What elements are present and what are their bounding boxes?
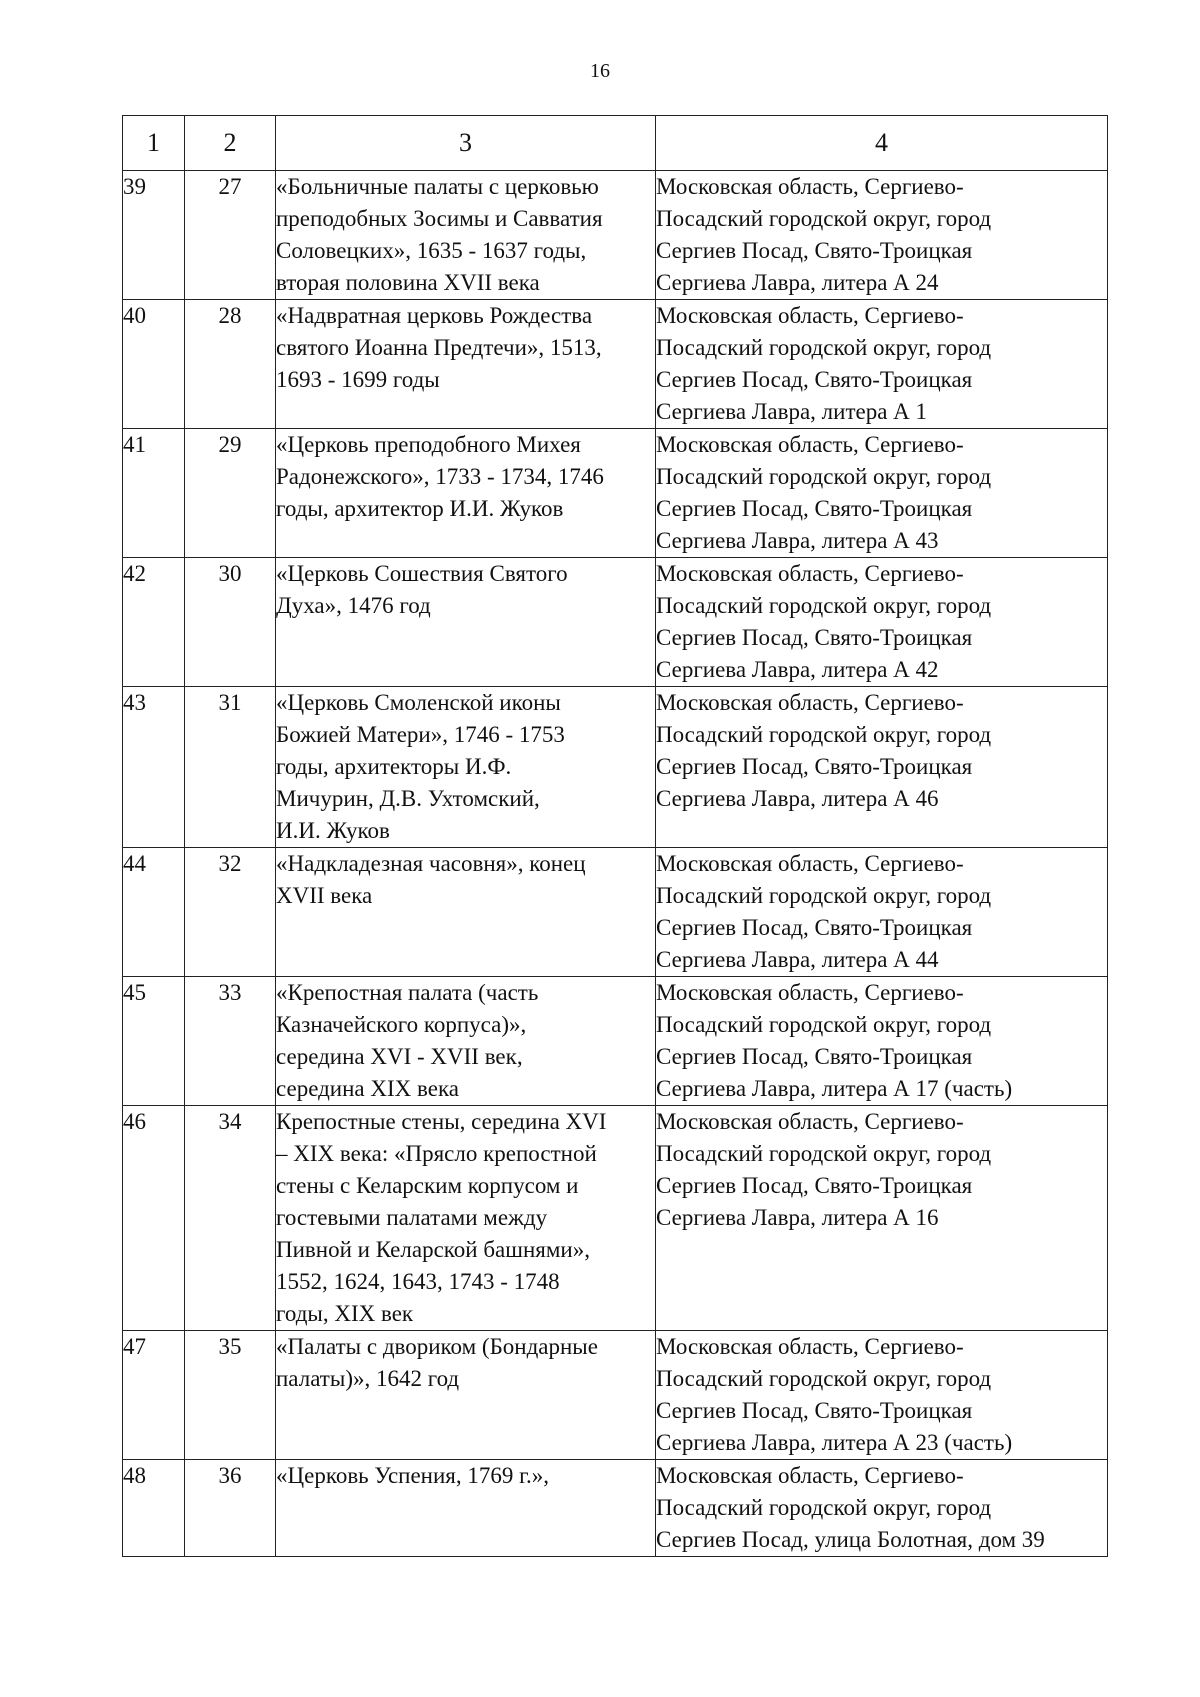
table-body bbox=[123, 171, 1108, 1557]
object-address-line: Посадский городской округ, город bbox=[656, 593, 992, 618]
object-address-line: Сергиева Лавра, литера А 1 bbox=[656, 399, 928, 424]
row-number-cell: 45 bbox=[123, 977, 185, 1106]
object-name-line: «Церковь Смоленской иконы bbox=[276, 690, 561, 715]
object-address-cell bbox=[656, 300, 1108, 429]
object-name-line: Пивной и Келарской башнями», bbox=[276, 1237, 590, 1262]
row-number-cell: 39 bbox=[123, 171, 185, 300]
object-address-cell bbox=[656, 977, 1108, 1106]
object-address-line: Московская область, Сергиево- bbox=[656, 432, 964, 457]
table-row bbox=[123, 300, 1108, 429]
object-name-line: 1693 - 1699 годы bbox=[276, 367, 440, 392]
object-address-line: Московская область, Сергиево- bbox=[656, 851, 964, 876]
object-number-cell: 31 bbox=[185, 687, 276, 848]
object-address-line: Сергиев Посад, Свято-Троицкая bbox=[656, 754, 973, 779]
object-address-cell bbox=[656, 429, 1108, 558]
object-name-line: «Церковь Успения, 1769 г.», bbox=[276, 1463, 549, 1488]
object-address-cell bbox=[656, 687, 1108, 848]
object-number-cell: 30 bbox=[185, 558, 276, 687]
object-address-line: Посадский городской округ, город bbox=[656, 883, 992, 908]
object-number-cell: 35 bbox=[185, 1331, 276, 1460]
object-address-line: Сергиев Посад, Свято-Троицкая bbox=[656, 915, 973, 940]
object-name-line: палаты)», 1642 год bbox=[276, 1366, 460, 1391]
table-header-row bbox=[123, 116, 1108, 171]
object-address-line: Посадский городской округ, город bbox=[656, 1495, 992, 1520]
object-name-line: «Палаты с двориком (Бондарные bbox=[276, 1334, 598, 1359]
object-name-cell bbox=[276, 429, 656, 558]
object-name-line: 1552, 1624, 1643, 1743 - 1748 bbox=[276, 1269, 560, 1294]
object-name-line: годы, архитекторы И.Ф. bbox=[276, 754, 512, 779]
object-address-line: Сергиев Посад, Свято-Троицкая bbox=[656, 1173, 973, 1198]
object-address-line: Московская область, Сергиево- bbox=[656, 174, 964, 199]
object-name-cell bbox=[276, 848, 656, 977]
object-name-line: «Крепостная палата (часть bbox=[276, 980, 539, 1005]
object-name-line: «Церковь Сошествия Святого bbox=[276, 561, 568, 586]
table-row bbox=[123, 171, 1108, 300]
object-name-line: гостевыми палатами между bbox=[276, 1205, 548, 1230]
object-name-cell bbox=[276, 1331, 656, 1460]
object-name-cell bbox=[276, 1106, 656, 1331]
object-number-cell: 34 bbox=[185, 1106, 276, 1331]
table-row bbox=[123, 558, 1108, 687]
object-name-line: И.И. Жуков bbox=[276, 818, 390, 843]
object-address-cell bbox=[656, 171, 1108, 300]
object-address-line: Сергиев Посад, Свято-Троицкая bbox=[656, 238, 973, 263]
object-name-line: вторая половина XVII века bbox=[276, 270, 540, 295]
object-name-line: Божией Матери», 1746 - 1753 bbox=[276, 722, 565, 747]
object-address-line: Сергиев Посад, Свято-Троицкая bbox=[656, 1398, 973, 1423]
object-address-line: Московская область, Сергиево- bbox=[656, 1109, 964, 1134]
object-address-line: Сергиева Лавра, литера А 42 bbox=[656, 657, 939, 682]
row-number-cell: 48 bbox=[123, 1460, 185, 1557]
object-address-line: Сергиева Лавра, литера А 23 (часть) bbox=[656, 1430, 1013, 1455]
object-number-cell: 32 bbox=[185, 848, 276, 977]
object-name-line: «Больничные палаты с церковью bbox=[276, 174, 599, 199]
row-number-cell: 41 bbox=[123, 429, 185, 558]
table-row bbox=[123, 429, 1108, 558]
object-name-line: «Надвратная церковь Рождества bbox=[276, 303, 593, 328]
object-name-line: Духа», 1476 год bbox=[276, 593, 431, 618]
heritage-objects-table bbox=[122, 115, 1108, 1557]
object-address-cell bbox=[656, 558, 1108, 687]
object-name-line: Мичурин, Д.В. Ухтомский, bbox=[276, 786, 540, 811]
row-number-cell: 40 bbox=[123, 300, 185, 429]
object-address-line: Сергиева Лавра, литера А 17 (часть) bbox=[656, 1076, 1013, 1101]
object-address-line: Сергиева Лавра, литера А 43 bbox=[656, 528, 939, 553]
object-address-line: Московская область, Сергиево- bbox=[656, 980, 964, 1005]
object-address-line: Московская область, Сергиево- bbox=[656, 690, 964, 715]
object-address-line: Сергиева Лавра, литера А 46 bbox=[656, 786, 939, 811]
row-number-cell: 44 bbox=[123, 848, 185, 977]
object-address-line: Сергиев Посад, улица Болотная, дом 39 bbox=[656, 1527, 1045, 1552]
object-number-cell: 36 bbox=[185, 1460, 276, 1557]
object-address-line: Сергиев Посад, Свято-Троицкая bbox=[656, 1044, 973, 1069]
object-name-line: годы, XIX век bbox=[276, 1301, 414, 1326]
object-number-cell: 33 bbox=[185, 977, 276, 1106]
table-row bbox=[123, 1460, 1108, 1557]
object-number-cell: 28 bbox=[185, 300, 276, 429]
object-name-line: середина XVI - XVII век, bbox=[276, 1044, 523, 1069]
object-name-cell bbox=[276, 558, 656, 687]
object-address-cell bbox=[656, 1460, 1108, 1557]
object-address-line: Сергиева Лавра, литера А 16 bbox=[656, 1205, 939, 1230]
object-address-line: Посадский городской округ, город bbox=[656, 335, 992, 360]
object-name-line: святого Иоанна Предтечи», 1513, bbox=[276, 335, 602, 360]
row-number-cell: 42 bbox=[123, 558, 185, 687]
table-row bbox=[123, 1331, 1108, 1460]
object-name-line: годы, архитектор И.И. Жуков bbox=[276, 496, 564, 521]
column-header-2: 2 bbox=[185, 116, 276, 171]
object-address-line: Посадский городской округ, город bbox=[656, 206, 992, 231]
object-name-line: середина XIX века bbox=[276, 1076, 459, 1101]
table-row bbox=[123, 977, 1108, 1106]
object-name-cell bbox=[276, 171, 656, 300]
row-number-cell: 47 bbox=[123, 1331, 185, 1460]
column-header-1: 1 bbox=[123, 116, 185, 171]
object-name-cell bbox=[276, 300, 656, 429]
page-number: 16 bbox=[590, 60, 610, 82]
object-address-line: Московская область, Сергиево- bbox=[656, 561, 964, 586]
object-name-line: стены с Келарским корпусом и bbox=[276, 1173, 579, 1198]
object-name-cell bbox=[276, 687, 656, 848]
object-name-line: «Надкладезная часовня», конец bbox=[276, 851, 586, 876]
object-name-line: Радонежского», 1733 - 1734, 1746 bbox=[276, 464, 604, 489]
object-name-line: Казначейского корпуса)», bbox=[276, 1012, 527, 1037]
column-header-3: 3 bbox=[276, 116, 656, 171]
object-name-line: Соловецких», 1635 - 1637 годы, bbox=[276, 238, 587, 263]
row-number-cell: 46 bbox=[123, 1106, 185, 1331]
table-row bbox=[123, 848, 1108, 977]
object-name-line: преподобных Зосимы и Савватия bbox=[276, 206, 603, 231]
object-address-line: Сергиев Посад, Свято-Троицкая bbox=[656, 625, 973, 650]
object-name-line: «Церковь преподобного Михея bbox=[276, 432, 581, 457]
object-address-line: Посадский городской округ, город bbox=[656, 1141, 992, 1166]
object-number-cell: 29 bbox=[185, 429, 276, 558]
object-name-line: Крепостные стены, середина XVI bbox=[276, 1109, 607, 1134]
object-address-cell bbox=[656, 848, 1108, 977]
object-address-line: Посадский городской округ, город bbox=[656, 1012, 992, 1037]
object-address-line: Посадский городской округ, город bbox=[656, 722, 992, 747]
row-number-cell: 43 bbox=[123, 687, 185, 848]
object-address-cell bbox=[656, 1331, 1108, 1460]
object-address-line: Сергиева Лавра, литера А 24 bbox=[656, 270, 939, 295]
object-address-line: Посадский городской округ, город bbox=[656, 464, 992, 489]
object-address-line: Сергиев Посад, Свято-Троицкая bbox=[656, 367, 973, 392]
object-name-line: – XIX века: «Прясло крепостной bbox=[276, 1141, 597, 1166]
object-address-line: Московская область, Сергиево- bbox=[656, 1334, 964, 1359]
object-name-cell bbox=[276, 977, 656, 1106]
object-name-line: XVII века bbox=[276, 883, 373, 908]
object-address-line: Посадский городской округ, город bbox=[656, 1366, 992, 1391]
object-address-line: Московская область, Сергиево- bbox=[656, 303, 964, 328]
object-address-line: Сергиев Посад, Свято-Троицкая bbox=[656, 496, 973, 521]
object-address-line: Сергиева Лавра, литера А 44 bbox=[656, 947, 939, 972]
object-number-cell: 27 bbox=[185, 171, 276, 300]
column-header-4: 4 bbox=[656, 116, 1108, 171]
object-address-line: Московская область, Сергиево- bbox=[656, 1463, 964, 1488]
object-name-cell bbox=[276, 1460, 656, 1557]
object-address-cell bbox=[656, 1106, 1108, 1331]
table-row bbox=[123, 1106, 1108, 1331]
table-row bbox=[123, 687, 1108, 848]
